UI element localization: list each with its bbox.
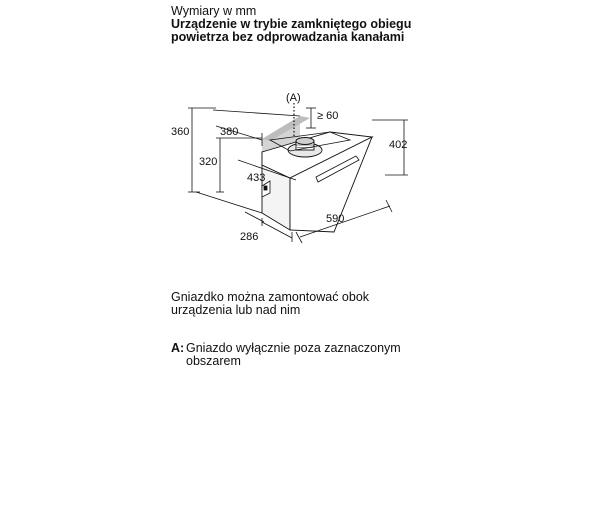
legend-line-2: obszarem: [186, 354, 241, 368]
dim-height-total: 360: [171, 126, 190, 138]
callout-a-label: (A): [286, 92, 301, 104]
dim-width-590: 590: [326, 213, 345, 225]
top-wall-line: [213, 110, 300, 116]
dim-clearance-top: ≥ 60: [317, 110, 339, 122]
depth-guide-left: [245, 212, 264, 222]
dim-width-socket-zone: 380: [220, 126, 239, 138]
title-line-1: Urządzenie w trybie zamkniętego obiegu: [171, 17, 412, 31]
dim-depth-286: 286: [240, 231, 259, 243]
socket-pin: [264, 186, 267, 190]
bottom-wall-line: [196, 192, 262, 213]
dimension-drawing: [0, 0, 600, 260]
fan-top-icon: [296, 138, 314, 145]
units-caption: Wymiary w mm: [171, 4, 257, 18]
legend-key: A:: [171, 341, 185, 355]
title-line-2: powietrza bez odprowadzania kanałami: [171, 30, 405, 44]
socket-note-line-1: Gniazdko można zamontować obok: [171, 290, 370, 304]
dim-height-402: 402: [389, 139, 408, 151]
socket-note-line-2: urządzenia lub nad nim: [171, 303, 301, 317]
legend-line-1: Gniazdo wyłącznie poza zaznaczonym: [186, 341, 401, 355]
dim-height-socket: 320: [199, 156, 218, 168]
dim-depth-433: 433: [247, 172, 266, 184]
